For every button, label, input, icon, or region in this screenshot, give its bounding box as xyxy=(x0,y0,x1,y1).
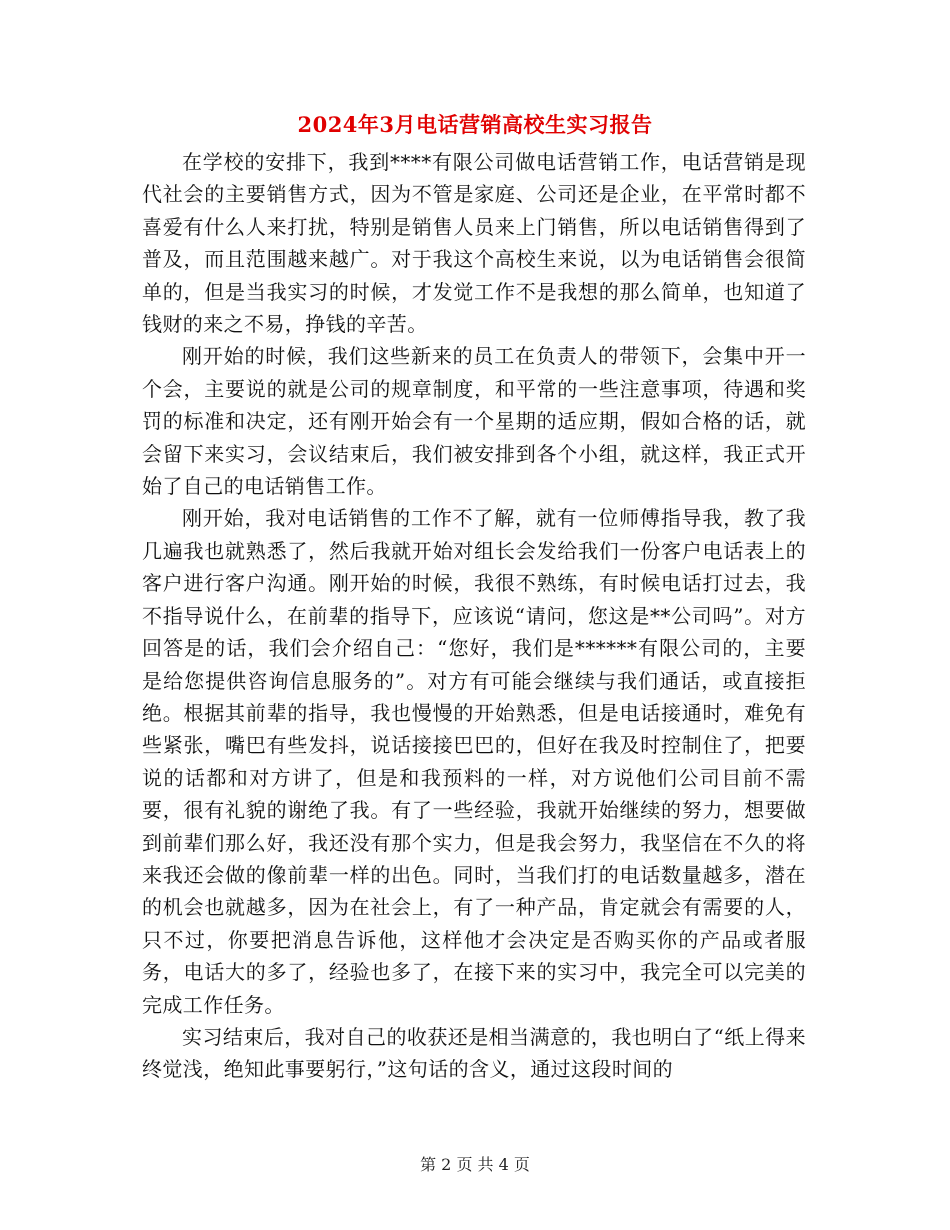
paragraph-3: 刚开始，我对电话销售的工作不了解，就有一位师傅指导我，教了我几遍我也就熟悉了，然后我就开始对组长会发给我们一份客户电话表上的客户进行客户沟通。刚开始的时候，我很不熟练，有时候电话打过去，我不指导说什么，在前辈的指导下，应该说“请问，您这是**公司吗”。对方回答是的话，我们会介绍自己：“您好，我们是******有限公司的，主要是给您提供咨询信息服务的”。对方有可能会继续与我们通话，或直接拒绝。根据其前辈的指导，我也慢慢的开始熟悉，但是电话接通时，难免有些紧张，嘴巴有些发抖，说话接接巴巴的，但好在我及时控制住了，把要说的话都和对方讲了，但是和我预料的一样，对方说他们公司目前不需要，很有礼貌的谢绝了我。有了一些经验，我就开始继续的努力，想要做到前辈们那么好，我还没有那个实力，但是我会努力，我坚信在不久的将来我还会做的像前辈一样的出色。同时，当我们打的电话数量越多，潜在的机会也就越多，因为在社会上，有了一种产品，肯定就会有需要的人，只不过，你要把消息告诉他，这样他才会决定是否购买你的产品或者服务，电话大的多了，经验也多了，在接下来的实习中，我完全可以完美的完成工作任务。 xyxy=(142,506,806,1017)
paragraph-2: 刚开始的时候，我们这些新来的员工在负责人的带领下，会集中开一个会，主要说的就是公司的规章制度，和平常的一些注意事项，待遇和奖罚的标准和决定，还有刚开始会有一个星期的适应期，假如合格的话，就会留下来实习，会议结束后，我们被安排到各个小组，就这样，我正式开始了自己的电话销售工作。 xyxy=(142,344,806,499)
page-number-footer: 第 2 页 共 4 页 xyxy=(420,1155,530,1174)
document-body xyxy=(142,146,806,1086)
paragraph-4: 实习结束后，我对自己的收获还是相当满意的，我也明白了“纸上得来终觉浅，绝知此事要躬行，”这句话的含义，通过这段时间的 xyxy=(142,1024,806,1082)
document-title: 2024年3月电话营销高校生实习报告 xyxy=(297,112,653,137)
paragraph-1: 在学校的安排下，我到****有限公司做电话营销工作，电话营销是现代社会的主要销售方式，因为不管是家庭、公司还是企业，在平常时都不喜爱有什么人来打扰，特别是销售人员来上门销售，所以电话销售得到了普及，而且范围越来越广。对于我这个高校生来说，以为电话销售会很简单的，但是当我实习的时候，才发觉工作不是我想的那么简单，也知道了钱财的来之不易，挣钱的辛苦。 xyxy=(142,150,806,337)
